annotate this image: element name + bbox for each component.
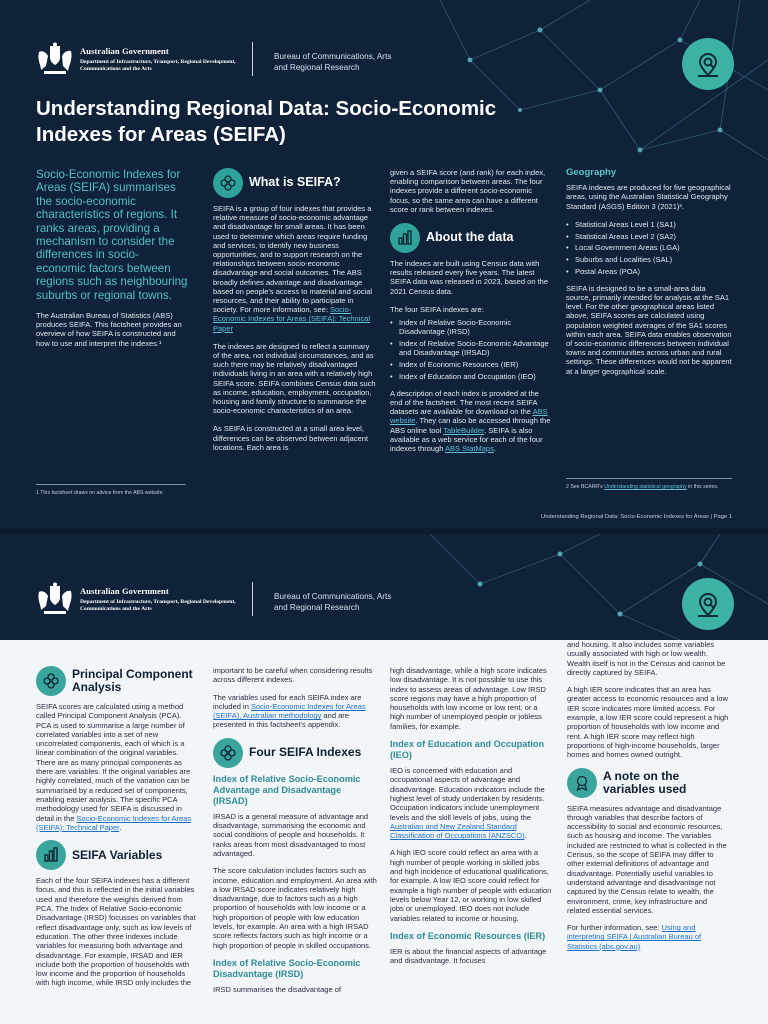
paragraph: A high IER score indicates that an area has greater access to economic resources and a low IER score indicates more limited access. For example, a low IER score could represent a high proportion of households with low income and rent. A high IER score may reflect high proportions of high-income households, larger homes and homes owned outright. xyxy=(567,685,729,760)
header-badge xyxy=(682,38,734,90)
heading-text: A note on the variables used xyxy=(603,768,687,796)
what-is-seifa-heading xyxy=(213,168,376,198)
paragraph: IRSD summarises the disadvantage of xyxy=(213,984,341,994)
intro-lead: Socio-Economic Indexes for Areas (SEIFA) summarises the socio-economic characteristics of regions. It ranks areas, providing a mechanism to consider the differences in socio-economic factors between regions such as neighbouring suburbs or regional towns. xyxy=(36,168,188,302)
about-data-column xyxy=(390,168,552,462)
bar-chart-icon xyxy=(42,846,60,864)
paragraph: important to be careful when considering results across different indexes. xyxy=(213,666,373,685)
paragraph: SEIFA measures advantage and disadvantage through variables that describe factors of accessibility to social and economic resources, such as housing and income. The variables included are restricted to what is collected in the Census, so the scope of SEIFA may differ to other external definitions of advantage and disadvantage. Potentially useful variables to understand advantage and disadvantage not captured by the Census relate to wealth, the environment, crime, key infrastructure and related essential services. xyxy=(567,803,727,915)
paragraph: A high IEO score could reflect an area with a high number of people working in skilled jobs and high incidence of educational qualifications, for example. A low IEO score could reflect for example a high number of people with education levels below Year 12, or working in low skilled jobs or unemployed. IEO does not include variables related to income or housing. xyxy=(390,848,552,923)
medal-icon xyxy=(573,774,591,792)
paragraph-text: For further information, see: xyxy=(567,923,662,933)
heading-text: SEIFA Variables xyxy=(72,847,163,862)
list-item: • Suburbs and Localities (SAL) xyxy=(566,255,732,264)
pca-heading xyxy=(36,666,198,696)
map-pin-search-icon xyxy=(693,589,723,619)
list-item: • Postal Areas (POA) xyxy=(566,267,732,276)
paragraph: SEIFA indexes are produced for five geographical areas, using the Australian Statistical Geography Standard (ASGS) Edition 3 (2021)². xyxy=(566,183,731,211)
index-list xyxy=(390,318,552,381)
footnote-2 xyxy=(566,484,732,491)
heading-text: Principal Component Analysis xyxy=(72,667,193,694)
paragraph xyxy=(390,389,552,453)
list-item: • Statistical Areas Level 2 (SA2) xyxy=(566,232,732,241)
intro-paragraph: The Australian Bureau of Statistics (ABS) produces SEIFA. This factsheet provides an overview of how SEIFA is constructed and how to use and interpret the indexes.¹ xyxy=(36,311,182,348)
flower-icon xyxy=(42,672,60,690)
geography-list xyxy=(566,220,732,276)
heading-icon-badge xyxy=(213,738,243,768)
paragraph: IRSAD is a general measure of advantage and disadvantage, summarising the economic and social conditions of people and households. It ranks areas from most disadvantaged to most advantaged. xyxy=(213,811,369,858)
heading-icon-badge xyxy=(567,768,597,798)
paragraph-text: IEO is concerned with education and occupational aspects of advantage and disadvantage. Education indicators include the highest level of study undertaken by residents. Occupation indicators include unemployment levels and the skill levels of jobs, using the xyxy=(390,766,545,822)
page-title: Understanding Regional Data: Socio-Economic Indexes for Areas (SEIFA) xyxy=(36,97,497,146)
four-indexes-column xyxy=(213,666,378,1002)
factsheet-page-2-header xyxy=(0,534,768,640)
header-divider xyxy=(252,42,253,76)
seifa-variables-heading xyxy=(36,840,198,870)
paragraph: and housing. It also includes some variables usually associated with high or low wealth. Wealth itself is not in the Census and cannot be directly captured by SEIFA. xyxy=(567,640,726,677)
heading-text: Four SEIFA Indexes xyxy=(249,745,362,760)
paragraph-text: . xyxy=(493,443,496,453)
methodology-link[interactable]: Socio-Economic Indexes for Areas (SEIFA), Australian methodology xyxy=(213,701,366,721)
paragraph xyxy=(213,693,378,730)
anzsco-link[interactable]: Australian and New Zealand Standard Classification of Occupations (ANZSCO) xyxy=(390,821,525,841)
paragraph-text: A description of each index is provided at the end of the factsheet. The most recent SEIFA datasets are available for download on the xyxy=(390,388,539,417)
variables-note-heading xyxy=(567,768,732,798)
heading-text: What is SEIFA? xyxy=(249,175,341,190)
flower-icon xyxy=(219,744,237,762)
paragraph-text: . SEIFA is also available as a web service for each of the four indexes through xyxy=(390,425,543,453)
what-is-seifa-column xyxy=(213,168,376,461)
heading-icon-badge xyxy=(36,666,66,696)
heading-icon-badge xyxy=(213,168,243,198)
ier-subheading: Index of Economic Resources (IER) xyxy=(390,930,546,941)
list-item: • Local Government Areas (LGA) xyxy=(566,243,732,252)
paragraph: SEIFA is designed to be a small-area data source, primarily intended for analysis at the SA1 level. For the other geographical areas listed above, SEIFA scores are calculated using population weighted averages of the SA1 scores within each area. SEIFA data enables observation of socio-economic differences between individual towns and communities across urban and rural settings. These differences would not be apparent at a larger geographical scale. xyxy=(566,283,732,376)
technical-paper-link[interactable]: Socio-Economic Indexes for Areas (SEIFA): Technical Paper xyxy=(36,813,192,832)
about-data-heading xyxy=(390,223,552,253)
heading-text: About the data xyxy=(426,230,514,245)
government-name: Australian Government xyxy=(80,585,169,596)
paragraph: The indexes are built using Census data with results released every five years. The latest SEIFA data was released in 2023, based on the 2021 Census data. xyxy=(390,259,549,296)
paragraph: As SEIFA is constructed at a small area level, differences can be observed between adjacent locations. Each area is xyxy=(213,424,368,452)
paragraph: high disadvantage, while a high score indicates low disadvantage. It is not possible to use this index to assess areas of advantage. Low IRSD score regions may have a high proportion of households with low income or low rent, or a high number of unemployed people or jobless families, for example. xyxy=(390,666,547,731)
abs-seifa-link[interactable]: Using and interpreting SEIFA | Australian Bureau of Statistics (abs.gov.au) xyxy=(567,923,702,951)
footnote-divider xyxy=(566,478,732,479)
department-name: Department of Infrastructure, Transport, Regional Development, Communications and the Arts xyxy=(80,598,236,612)
map-pin-search-icon xyxy=(693,49,723,79)
paragraph: Each of the four SEIFA indexes has a different focus, and this is reflected in the initial variables used and therefore the weights derived from PCA. The Index of Relative Socio-economic Disadvantage (IRSD) focusses on variables that reflect disadvantage only, such as low levels of education. The other three indexes include variables for measuring both advantage and disadvantage. For example, IRSAD and IER include both the proportion of households with low income and the proportion of households with high income, while IRSD only includes the xyxy=(36,876,196,988)
paragraph-text: . xyxy=(119,822,122,832)
abs-website-link[interactable]: ABS website xyxy=(390,407,548,426)
paragraph: The indexes are designed to reflect a summary of the area, not individual circumstances, and as such there may be relatively disadvantaged individuals living in an area with a relatively high SEIFA score. SEIFA combines Census data such as income, education, employment, occupation, housing and family structure to summarise the socio-economic characteristics of an area. xyxy=(213,341,376,416)
list-item: • Index of Relative Socio-Economic Advantage and Disadvantage (IRSAD) xyxy=(390,339,552,357)
abs-statmaps-link[interactable]: ABS StatMaps xyxy=(445,443,494,453)
intro-column xyxy=(36,168,188,357)
bar-chart-icon xyxy=(396,229,414,247)
list-item: • Index of Relative Socio-Economic Disadvantage (IRSD) xyxy=(390,318,552,336)
footnote-divider xyxy=(36,484,186,485)
government-logo-block xyxy=(36,576,250,622)
geography-column xyxy=(566,168,732,385)
coat-of-arms-icon xyxy=(36,582,74,616)
heading-icon-badge xyxy=(390,223,420,253)
heading-icon-badge xyxy=(36,840,66,870)
four-indexes-heading xyxy=(213,738,378,768)
paragraph-text: SEIFA is a group of four indexes that provides a relative measure of socio-economic advantage and disadvantage for small areas. It has been used to determine which areas require funding and services, to identify new business opportunities, and to support research on the relationships between socio-economic disadvantage and social outcomes. The ABS broadly defines advantage and disadvantage based on people's access to material and social resources, and their ability to participate in society. For more information, see: xyxy=(213,204,373,315)
paragraph xyxy=(390,766,553,840)
list-item: • Index of Economic Resources (IER) xyxy=(390,360,552,369)
bureau-name: Bureau of Communications, Arts and Regional Research xyxy=(274,592,392,612)
paragraph: The score calculation includes factors such as income, education and employment. An area with a low IRSAD score indicates relatively high disadvantage, due to factors such as a high proportion of households with low income or a high proportion of people with low education levels, for example. An area with a high IRSAD score reflects factors such as high income or a high proportion of people in skilled occupations. xyxy=(213,866,377,950)
page-footer: Understanding Regional Data: Socio-Economic Indexes for Areas | Page 1 xyxy=(541,514,732,520)
paragraph: given a SEIFA score (and rank) for each index, enabling comparison between areas. The four indexes provide a different socio-economic focus, so the same area can have a different score or rank between indexes. xyxy=(390,168,546,214)
variables-note-column xyxy=(567,640,732,959)
paragraph-text: . They can also be accessed through the ABS online tool xyxy=(390,416,551,435)
header-divider xyxy=(252,582,253,616)
paragraph: IER is about the financial aspects of advantage and disadvantage. It focuses xyxy=(390,946,547,966)
bureau-name: Bureau of Communications, Arts and Regional Research xyxy=(274,52,392,72)
tablebuilder-link[interactable]: TableBuilder xyxy=(443,425,485,435)
ieo-ier-column xyxy=(390,666,553,973)
irsd-subheading: Index of Relative Socio-Economic Disadvantage (IRSD) xyxy=(213,957,361,979)
geography-heading: Geography xyxy=(566,167,617,178)
technical-paper-link[interactable]: Socio-Economic Indexes for Areas (SEIFA): Technical Paper xyxy=(213,305,371,333)
government-name: Australian Government xyxy=(80,45,169,56)
factsheet-page-2 xyxy=(0,640,768,1024)
paragraph-text: . xyxy=(524,831,527,841)
statistical-geography-link[interactable]: Understanding statistical geography xyxy=(604,484,687,490)
ieo-subheading: Index of Education and Occupation (IEO) xyxy=(390,739,545,761)
irsad-subheading: Index of Relative Socio-Economic Advantage and Disadvantage (IRSAD) xyxy=(213,773,361,806)
flower-icon xyxy=(219,174,237,192)
paragraph xyxy=(567,923,732,951)
paragraph xyxy=(36,702,198,832)
footnote-text: 2 See BCARR's xyxy=(566,484,605,490)
government-logo-block xyxy=(36,36,250,82)
paragraph-text: SEIFA scores are calculated using a method called Principal Component Analysis (PCA). PCA is used to summarise a large number of correlated variables into a set of new uncorrelated components, each of which is a linear combination of the original variables. There are as many principal components as there are variables. If the original variables are highly correlated, much of the variation can be summarised by a reduced set of components, enabling easier analysis. The specific PCA methodology used for SEIFA is discussed in detail in the xyxy=(36,702,191,823)
paragraph: The four SEIFA indexes are: xyxy=(390,304,484,314)
paragraph-text: The variables used for each SEIFA index are included in xyxy=(213,692,362,711)
coat-of-arms-icon xyxy=(36,42,74,76)
department-name: Department of Infrastructure, Transport, Regional Development, Communications and the Arts xyxy=(80,58,236,72)
footnote-text: in this series. xyxy=(686,484,719,490)
header-badge xyxy=(682,578,734,630)
list-item: • Statistical Areas Level 1 (SA1) xyxy=(566,220,732,229)
paragraph-text: and are presented in this factsheet's appendix. xyxy=(213,711,349,730)
paragraph xyxy=(213,204,376,333)
pca-column xyxy=(36,666,198,996)
footnote-1: 1 This factsheet draws on advice from the ABS website. xyxy=(36,490,164,496)
list-item: • Index of Education and Occupation (IEO) xyxy=(390,372,552,381)
